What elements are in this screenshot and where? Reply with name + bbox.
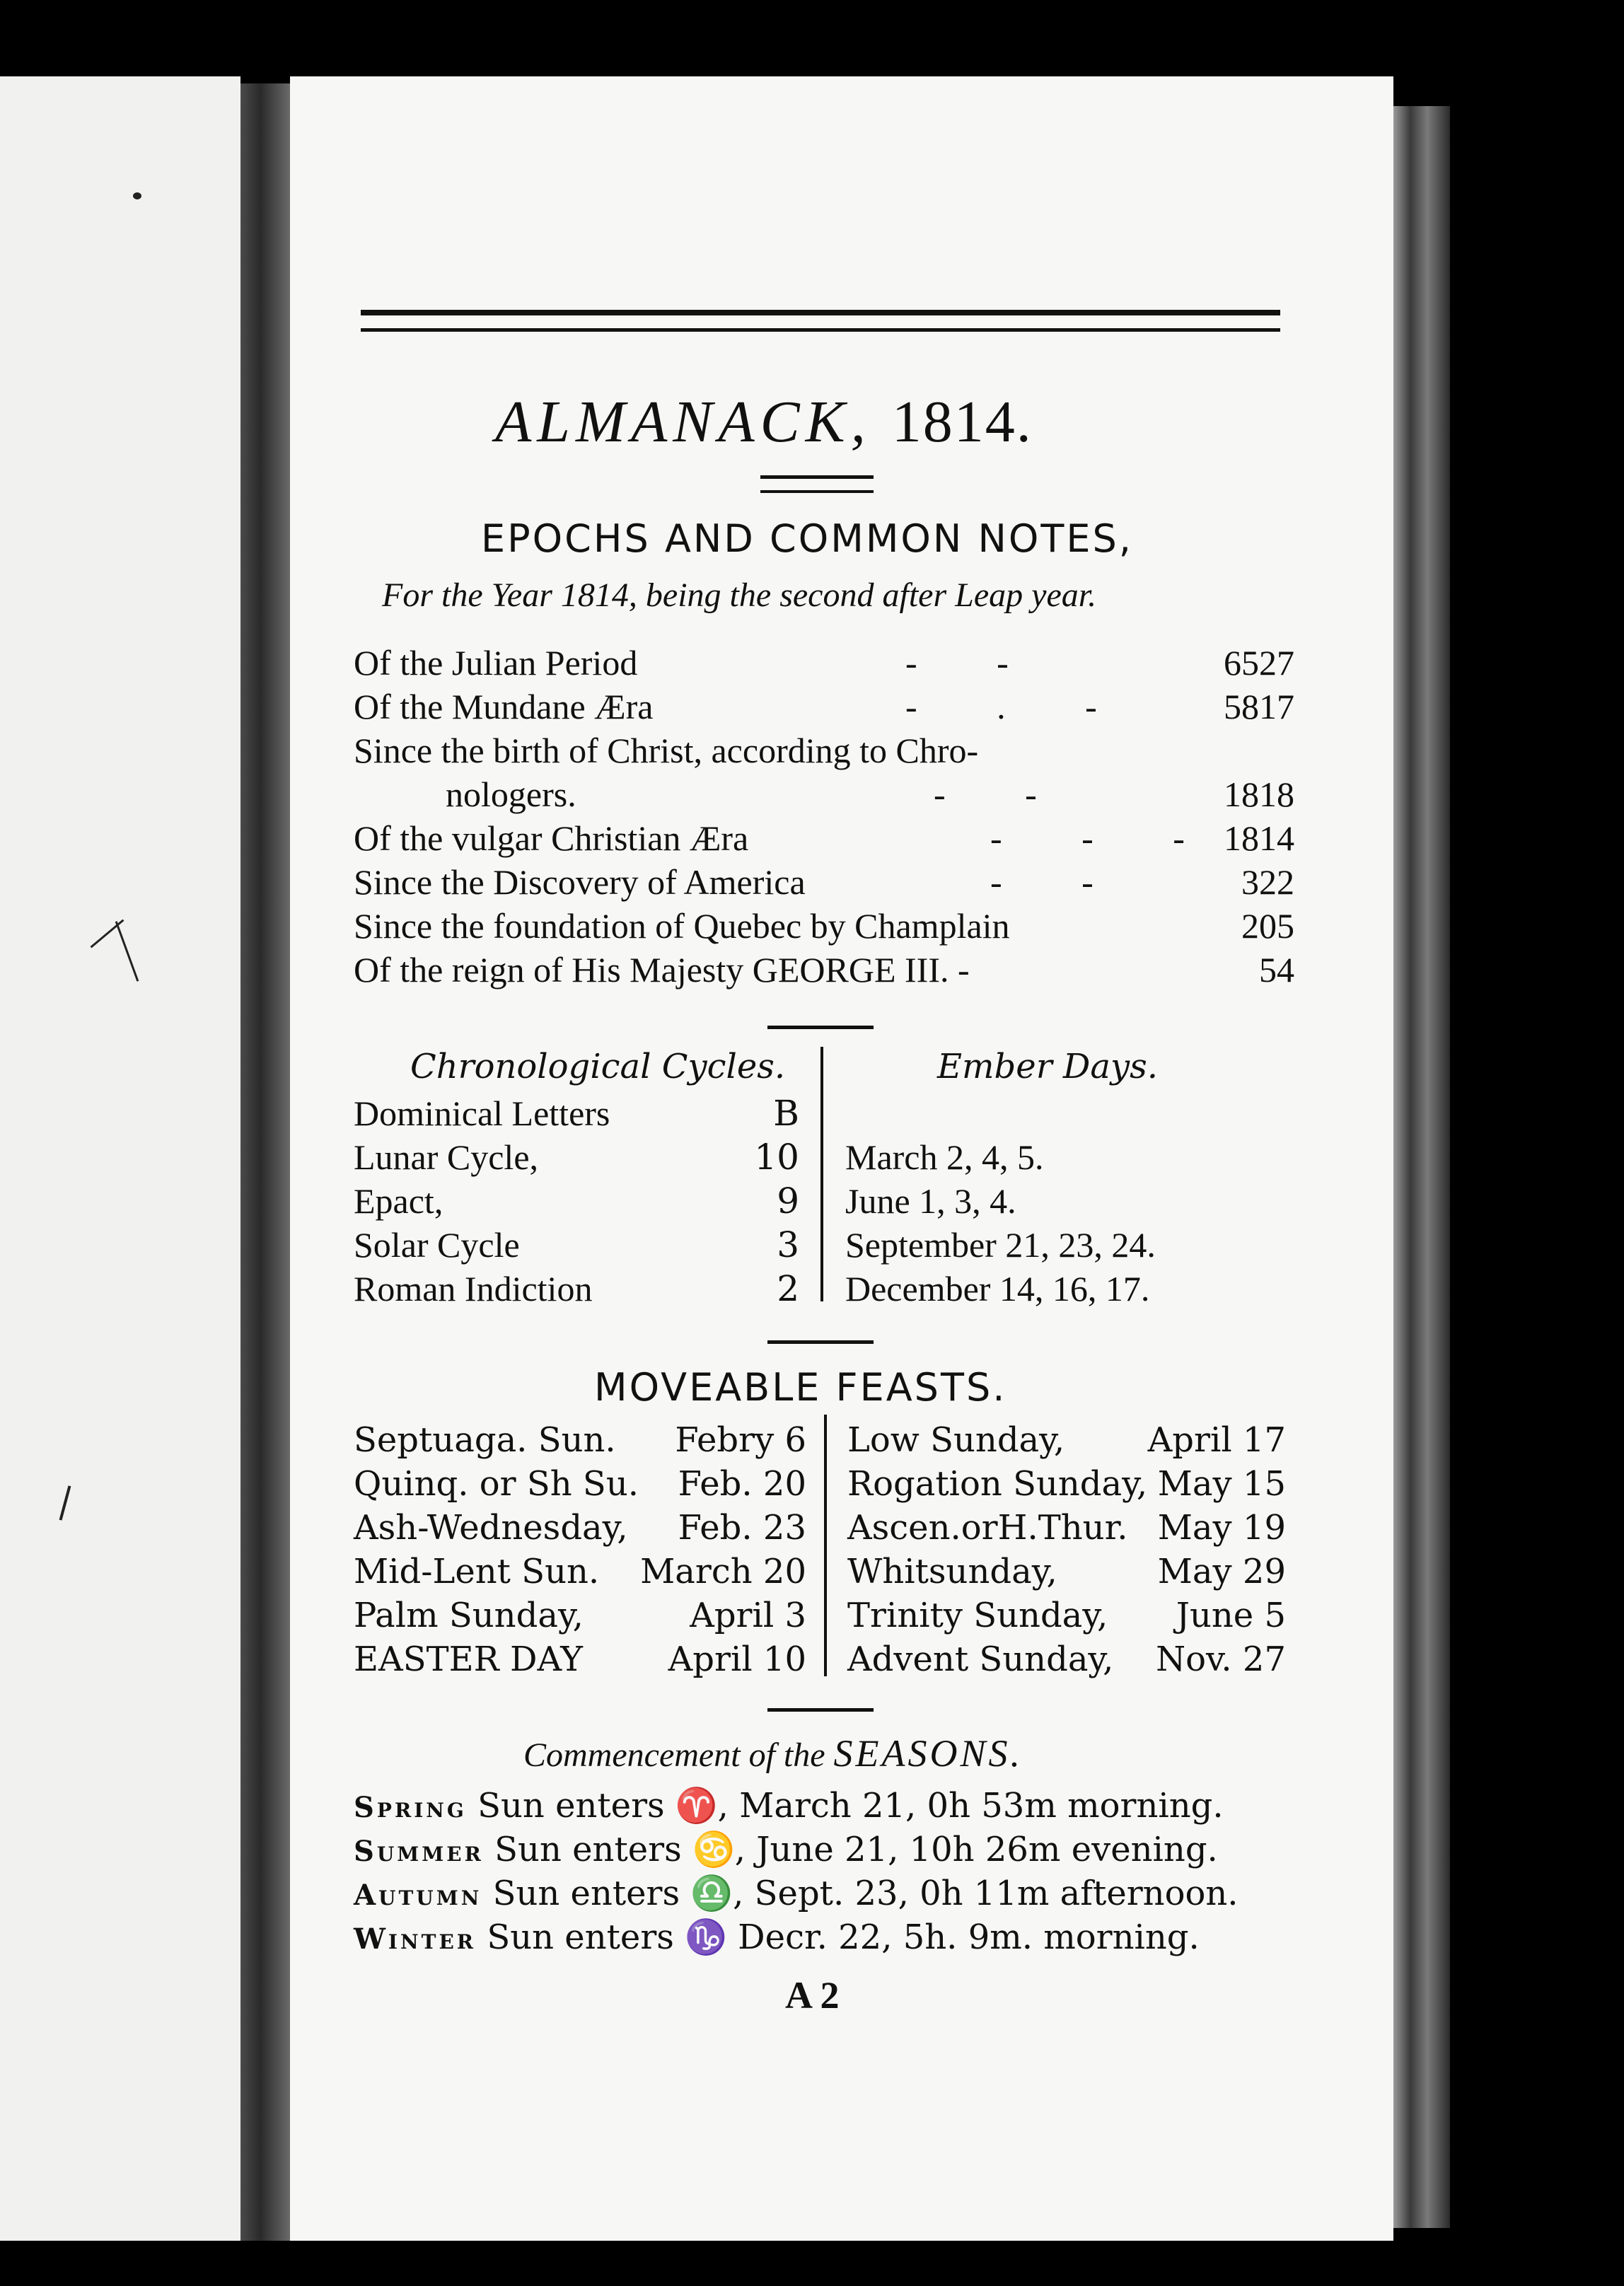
seasons-heading-prefix: Commencement of the xyxy=(523,1736,825,1774)
epoch-row xyxy=(354,949,1294,993)
epoch-row xyxy=(354,905,1294,949)
column-divider xyxy=(824,1415,827,1676)
epoch-value: 6527 xyxy=(1224,643,1294,683)
season-row xyxy=(354,1873,1239,1913)
section-rule xyxy=(767,1026,874,1029)
column-divider xyxy=(820,1047,823,1301)
epoch-row xyxy=(354,818,1294,861)
book-gutter xyxy=(240,83,290,2241)
epoch-label: nologers. xyxy=(446,774,576,814)
season-row xyxy=(354,1917,1200,1957)
feasts-heading: MOVEABLE FEASTS. xyxy=(594,1365,1007,1410)
season-name: Spring xyxy=(354,1791,467,1824)
cycle-value: 3 xyxy=(777,1224,799,1265)
feast-name: Ascen.orH.Thur. xyxy=(847,1508,1128,1548)
ink-speck xyxy=(133,192,141,199)
feast-name: Trinity Sunday, xyxy=(847,1596,1108,1635)
season-name: Autumn xyxy=(354,1879,482,1912)
cycle-label: Dominical Letters xyxy=(354,1093,610,1133)
feast-name: Septuaga. Sun. xyxy=(354,1420,616,1460)
title-year: 1814. xyxy=(891,389,1033,455)
feast-date: March 20 xyxy=(640,1552,806,1591)
cycle-value: 10 xyxy=(754,1137,799,1178)
section-rule xyxy=(767,1708,874,1712)
seasons-heading-word: SEASONS. xyxy=(833,1732,1023,1775)
epoch-row xyxy=(354,686,1294,730)
feast-row xyxy=(354,1508,806,1552)
epoch-label: Of the reign of His Majesty GEORGE III. - xyxy=(354,950,970,990)
epoch-row xyxy=(354,861,1294,905)
feast-name: Quinq. or Sh Su. xyxy=(354,1464,639,1504)
feast-date: Nov. 27 xyxy=(1156,1640,1286,1679)
epoch-value: 322 xyxy=(1241,862,1294,902)
cycle-label: Epact, xyxy=(354,1181,443,1221)
feast-date: May 29 xyxy=(1157,1552,1286,1591)
epochs-heading: EPOCHS AND COMMON NOTES, xyxy=(481,516,1133,561)
seasons-heading xyxy=(523,1731,1023,1775)
feast-row xyxy=(847,1596,1286,1640)
epoch-dashes: - - xyxy=(990,862,1129,902)
cycle-label: Roman Indiction xyxy=(354,1269,593,1309)
epoch-label: Since the birth of Christ, according to Chro- xyxy=(354,731,979,770)
feast-name: Low Sunday, xyxy=(847,1420,1065,1460)
ember-date: June 1, 3, 4. xyxy=(845,1181,1016,1221)
feast-date: April 10 xyxy=(668,1640,806,1679)
feast-row xyxy=(354,1420,806,1464)
feast-row xyxy=(847,1464,1286,1508)
top-double-rule xyxy=(361,310,1280,332)
section-rule xyxy=(767,1340,874,1344)
epoch-label: Of the vulgar Christian Æra xyxy=(354,818,749,858)
epoch-dashes: - - xyxy=(905,643,1044,683)
feast-row xyxy=(354,1640,806,1683)
season-text: Sun enters ♋, June 21, 10h 26m evening. xyxy=(494,1830,1218,1869)
feast-name: Advent Sunday, xyxy=(847,1640,1114,1679)
season-text: Sun enters ♎, Sept. 23, 0h 11m afternoon. xyxy=(492,1874,1239,1913)
season-row xyxy=(354,1829,1218,1869)
title-ornament-rule xyxy=(760,475,874,493)
feast-row xyxy=(354,1596,806,1640)
facing-page xyxy=(0,76,240,2241)
feast-name: Mid-Lent Sun. xyxy=(354,1552,600,1591)
feast-row xyxy=(354,1464,806,1508)
epoch-value: 54 xyxy=(1259,950,1294,990)
feast-name: Ash-Wednesday, xyxy=(354,1508,628,1548)
feast-name: EASTER DAY xyxy=(354,1640,583,1679)
page-title xyxy=(495,388,1033,456)
epoch-label: Since the foundation of Quebec by Champlain xyxy=(354,906,1010,946)
feast-date: April 17 xyxy=(1147,1420,1286,1460)
cycles-heading: Chronological Cycles. xyxy=(410,1047,786,1086)
epoch-value: 5817 xyxy=(1224,687,1294,726)
epoch-label: Since the Discovery of America xyxy=(354,862,806,902)
epoch-dashes: - - - xyxy=(990,818,1220,858)
feast-row xyxy=(847,1508,1286,1552)
feast-date: Feb. 23 xyxy=(678,1508,806,1548)
feast-name: Whitsunday, xyxy=(847,1552,1057,1591)
feast-date: May 15 xyxy=(1157,1464,1286,1504)
ember-heading: Ember Days. xyxy=(937,1047,1158,1086)
ember-date: March 2, 4, 5. xyxy=(845,1137,1044,1177)
epoch-row xyxy=(354,642,1294,686)
page-edges xyxy=(1393,106,1450,2228)
epoch-value: 205 xyxy=(1241,906,1294,946)
cycle-value: 2 xyxy=(777,1268,799,1309)
epoch-label: Of the Mundane Æra xyxy=(354,687,654,726)
feast-row xyxy=(847,1640,1286,1683)
cycle-value: 9 xyxy=(777,1180,799,1222)
ember-date: December 14, 16, 17. xyxy=(845,1269,1150,1309)
epoch-row xyxy=(354,730,1294,774)
ember-date: September 21, 23, 24. xyxy=(845,1225,1156,1265)
signature-mark: A 2 xyxy=(785,1974,840,2017)
season-name: Summer xyxy=(354,1835,484,1868)
feast-row xyxy=(847,1552,1286,1596)
epoch-value: 1818 xyxy=(1224,774,1294,814)
feast-date: Feb. 20 xyxy=(678,1464,806,1504)
cycle-value: B xyxy=(773,1093,799,1134)
season-text: Sun enters ♈, March 21, 0h 53m morning. xyxy=(477,1786,1224,1826)
epochs-subheading: For the Year 1814, being the second after Leap year. xyxy=(382,576,1097,614)
cycle-label: Lunar Cycle, xyxy=(354,1137,539,1177)
epoch-label: Of the Julian Period xyxy=(354,643,638,683)
season-name: Winter xyxy=(354,1922,477,1956)
title-text: ALMANACK, xyxy=(495,389,871,455)
feast-date: Febry 6 xyxy=(675,1420,806,1460)
season-row xyxy=(354,1785,1224,1826)
feast-row xyxy=(354,1552,806,1596)
epoch-dashes: - - xyxy=(934,774,1072,814)
epoch-value: 1814 xyxy=(1224,818,1294,858)
epoch-dashes: - . - xyxy=(905,687,1132,726)
feast-row xyxy=(847,1420,1286,1464)
feast-date: June 5 xyxy=(1176,1596,1286,1635)
feast-name: Rogation Sunday, xyxy=(847,1464,1148,1504)
season-text: Sun enters ♑ Decr. 22, 5h. 9m. morning. xyxy=(487,1917,1200,1957)
epoch-row xyxy=(354,774,1294,818)
feast-date: May 19 xyxy=(1157,1508,1286,1548)
cycle-label: Solar Cycle xyxy=(354,1225,520,1265)
feast-date: April 3 xyxy=(690,1596,806,1635)
feast-name: Palm Sunday, xyxy=(354,1596,584,1635)
